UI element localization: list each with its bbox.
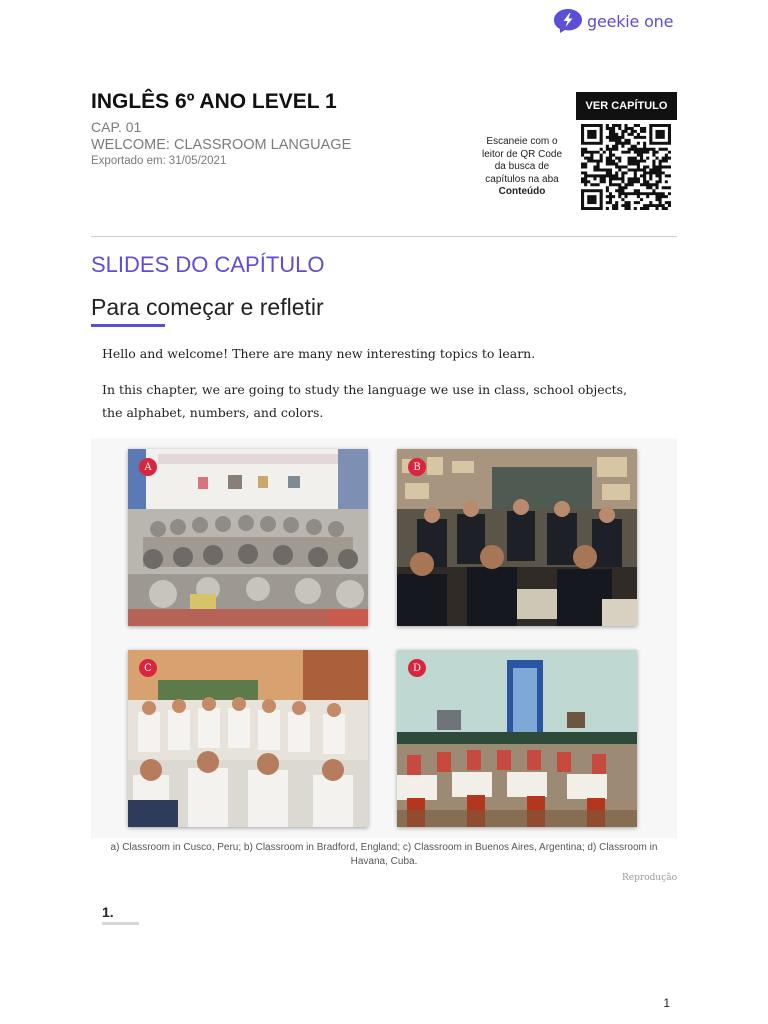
export-date-label: Exportado em:: [91, 155, 166, 167]
export-date: [91, 155, 226, 167]
chapter-number: CAP. 01: [91, 119, 142, 135]
question-number: 1.: [102, 904, 114, 920]
question-underline: [102, 922, 139, 925]
image-credit: Reprodução: [622, 873, 677, 883]
figure-caption: a) Classroom in Cusco, Peru; b) Classroom in Bradford, England; c) Classroom in Buenos Aires, Argentina; d) Classroom in Havana, Cuba.: [110, 842, 658, 867]
lightning-bubble-icon: [553, 8, 583, 34]
classroom-photo-b: [397, 449, 637, 626]
geekie-one-logo: [553, 8, 673, 34]
ver-capitulo-button[interactable]: VER CAPÍTULO: [576, 92, 677, 120]
brand-name: geekie one: [587, 11, 674, 31]
page-number: 1: [663, 996, 670, 1010]
intro-paragraph-2: In this chapter, we are going to study the language we use in class, school objects, the alphabet, numbers, and colors.: [102, 382, 628, 420]
intro-paragraph-1: Hello and welcome! There are many new interesting topics to learn.: [102, 346, 536, 361]
classroom-photo-d: [397, 650, 637, 827]
photo-label-c: C: [139, 659, 157, 677]
header-divider: [91, 236, 677, 237]
classroom-photos-figure: [91, 438, 677, 838]
export-date-value: 31/05/2021: [168, 155, 227, 167]
document-title: INGLÊS 6º ANO LEVEL 1: [91, 90, 337, 113]
heading-underline: [91, 324, 165, 327]
photo-label-a: A: [139, 458, 157, 476]
chapter-subtitle: WELCOME: CLASSROOM LANGUAGE: [91, 137, 352, 153]
classroom-photo-c: [128, 650, 368, 827]
qr-instructions-bold: Conteúdo: [498, 186, 546, 197]
photo-label-b: B: [408, 458, 426, 476]
qr-code-icon[interactable]: [581, 124, 671, 210]
content-heading: Para começar e refletir: [91, 294, 324, 320]
qr-instructions: [476, 136, 568, 199]
photo-label-d: D: [408, 659, 426, 677]
section-title: SLIDES DO CAPÍTULO: [91, 252, 325, 277]
qr-instructions-text: Escaneie com o leitor de QR Code da busca de capítulos na aba: [481, 136, 563, 185]
classroom-photo-a: [128, 449, 368, 626]
